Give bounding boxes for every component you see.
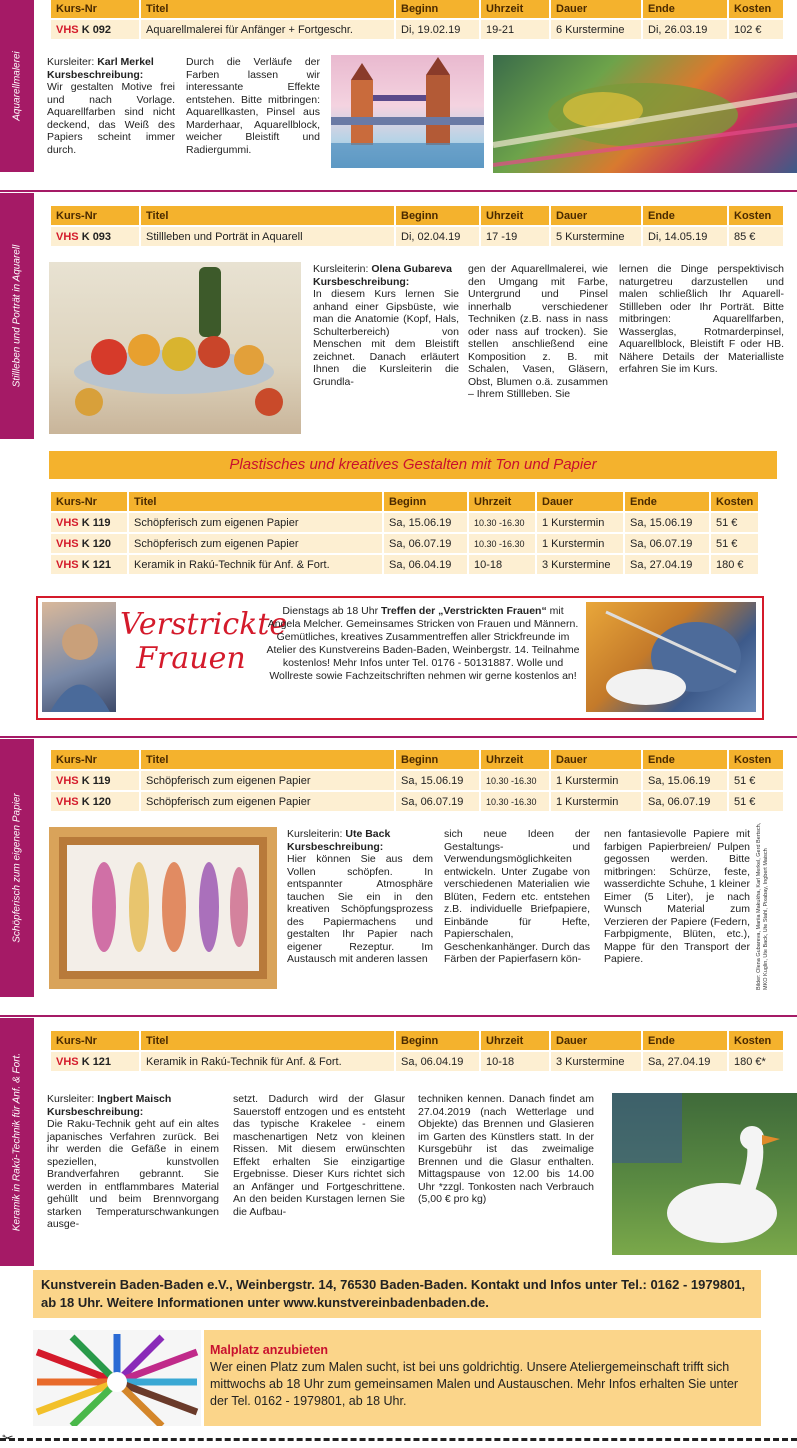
cell-beginn: Sa, 06.04.19 [396, 1052, 479, 1071]
cell-ende: Sa, 27.04.19 [643, 1052, 727, 1071]
still-life-painting [49, 262, 301, 434]
cell-kursnr: VHS K 119 [51, 771, 139, 790]
sidebar-stillleben: Stillleben und Porträt in Aquarell [0, 193, 34, 439]
cell-uhrzeit: 10-18 [481, 1052, 549, 1071]
col-beginn: Beginn [396, 1031, 479, 1050]
table-header [51, 0, 783, 18]
col-kosten: Kosten [729, 206, 783, 225]
col-kursnr: Kurs-Nr [51, 492, 127, 511]
cell-ende: Di, 26.03.19 [643, 20, 727, 39]
table-row [51, 792, 783, 811]
course-table-plastisch [49, 490, 760, 576]
col-kursnr: Kurs-Nr [51, 1031, 139, 1050]
col-kursnr: Kurs-Nr [51, 206, 139, 225]
cell-beginn: Sa, 06.04.19 [384, 555, 467, 574]
cell-kosten: 180 €* [729, 1052, 783, 1071]
logo-line-2: Frauen [136, 641, 246, 676]
cell-kursnr: VHS K 121 [51, 555, 127, 574]
cell-kursnr: VHS K 120 [51, 792, 139, 811]
papier-desc-col3: nen fantasievolle Papiere mit farbigen Papierbreien/ Pulpen gegossen werden. Bitte mitbringen: Schürze, feste, wasserdichte Schuhe, 1 kleiner Eimer (5 Liter), je nach Wunsch Material zum Verzieren der Papiere (Federn, Farbpigmente, Blüten, etc.), Mappe für den Transport der Papiere. [604, 828, 750, 965]
section-separator [0, 736, 797, 738]
k121-desc-col1: Kursleiter: Ingbert Maisch Kursbeschreibung: Die Raku-Technik geht auf ein altes japanisches Verfahren zurück. Bei ihr werden die Gefäße in einem speziellen, kunstvollen Brandverfahren gebrannt. Sie werden in entflammbares Material gehüllt und beim Brennvorgang starken Temperaturschwankungen ausge- [47, 1093, 219, 1230]
cell-titel: Schöpferisch zum eigenen Papier [129, 513, 382, 532]
col-ende: Ende [625, 492, 709, 511]
table-row [51, 555, 758, 574]
cell-kosten: 85 € [729, 227, 783, 246]
paper-frame-photo [49, 827, 277, 989]
table-header [51, 1031, 783, 1050]
col-beginn: Beginn [396, 750, 479, 769]
malplatz-title: Malplatz anzubieten [210, 1343, 329, 1357]
cell-dauer: 1 Kurstermin [537, 513, 623, 532]
col-uhrzeit: Uhrzeit [481, 1031, 549, 1050]
col-uhrzeit: Uhrzeit [469, 492, 535, 511]
verstrickte-frauen-logo [120, 607, 288, 676]
colored-pencils-icon [33, 1330, 201, 1426]
course-table-k093 [49, 204, 785, 248]
section-separator [0, 190, 797, 192]
col-uhrzeit: Uhrzeit [481, 206, 549, 225]
colored-pencils-photo [33, 1330, 201, 1426]
cell-kursnr: VHS K 092 [51, 20, 139, 39]
cell-ende: Sa, 06.07.19 [625, 534, 709, 553]
logo-line-1: Verstrickte [120, 607, 288, 642]
col-titel: Titel [141, 206, 394, 225]
cell-uhrzeit: 10.30 -16.30 [481, 792, 549, 811]
knitting-woman-photo [42, 602, 116, 712]
sidebar-papier: Schöpferisch zum eigenen Papier [0, 739, 34, 997]
cell-kosten: 51 € [711, 513, 758, 532]
col-dauer: Dauer [551, 0, 641, 18]
section-banner-plastisch: Plastisches und kreatives Gestalten mit Ton und Papier [49, 451, 777, 479]
col-kursnr: Kurs-Nr [51, 0, 139, 18]
cell-kursnr: VHS K 093 [51, 227, 139, 246]
col-beginn: Beginn [396, 206, 479, 225]
cell-ende: Sa, 15.06.19 [643, 771, 727, 790]
papier-desc-col1: Kursleiterin: Ute Back Kursbeschreibung: Hier können Sie aus dem Vollen schöpfen. In entspannter Atmosphäre tauchen Sie ein in den kreativen Schöpfungsprozess des Papiermachens und gestalten Ihr Papier nach eigener Rezeptur. Im Austausch mit anderen lassen [287, 828, 433, 965]
yarn-photo [586, 602, 756, 712]
cell-kosten: 51 € [729, 792, 783, 811]
footer-kunstverein: Kunstverein Baden-Baden e.V., Weinbergstr. 14, 76530 Baden-Baden. Kontakt und Infos unter Tel.: 0162 - 1979801, ab 18 Uhr. Weitere Informationen unter www.kunstvereinbadenbaden.de. [33, 1270, 761, 1318]
cell-dauer: 1 Kurstermin [551, 771, 641, 790]
cell-dauer: 1 Kurstermin [551, 792, 641, 811]
cell-beginn: Sa, 15.06.19 [384, 513, 467, 532]
cell-ende: Sa, 15.06.19 [625, 513, 709, 532]
table-row [51, 227, 783, 246]
cell-titel: Keramik in Rakú-Technik für Anf. & Fort. [141, 1052, 394, 1071]
fruit-bowl-icon [49, 262, 301, 434]
sidebar-keramik: Keramik in Rakú-Technik für Anf. & Fort. [0, 1018, 34, 1266]
k092-desc-col1: Kursleiter: Karl Merkel Kursbeschreibung: Wir gestalten Motive frei und nach Vorlage. Aquarellfarben sind nicht deckend, das Weiß des Papiers scheint immer durch. [47, 56, 175, 156]
col-beginn: Beginn [384, 492, 467, 511]
cell-dauer: 6 Kurstermine [551, 20, 641, 39]
cell-titel: Aquarellmalerei für Anfänger + Fortgeschr. [141, 20, 394, 39]
k093-desc-col3: lernen die Dinge perspektivisch naturgetreu darzustellen und malen schließlich Ihr Aquarell-Stillleben oder Ihr Porträt. Bitte mitbringen: Aquarellfarben, Wasserglas, Rotmarderpinsel, Aquarellblock, Bleistift F oder HB. Nähere Details der Materialliste erfahren Sie im Kurs. [619, 263, 784, 375]
k093-desc-col2: gen der Aquarellmalerei, wie den Umgang mit Farbe, Untergrund und Pinsel innerhalb verschiedener Techniken (z.B. nass in nass oder nass auf trocken). Sie stellen anschließend eine Komposition z. B. mit Schalen, Vasen, Gläsern, Obst, Blumen o.ä. zusammen – Ihrem Stillleben. Sie [468, 263, 608, 400]
cell-kursnr: VHS K 120 [51, 534, 127, 553]
table-header [51, 492, 758, 511]
cell-dauer: 1 Kurstermin [537, 534, 623, 553]
tower-bridge-icon [331, 55, 484, 168]
col-beginn: Beginn [396, 0, 479, 18]
verstrickte-frauen-box [36, 596, 764, 720]
cell-beginn: Sa, 15.06.19 [396, 771, 479, 790]
col-kursnr: Kurs-Nr [51, 750, 139, 769]
cell-titel: Schöpferisch zum eigenen Papier [129, 534, 382, 553]
sidebar-aquarellmalerei: Aquarellmalerei [0, 0, 34, 172]
malplatz-text: Wer einen Platz zum Malen sucht, ist bei uns goldrichtig. Unsere Ateliergemeinschaft trifft sich mittwochs ab 18 Uhr zum gemeinsamen Malen und Austauschen. Mehr Infos erhalten Sie unter der Tel. 0162 - 1979801, ab 18 Uhr. [210, 1360, 739, 1408]
col-titel: Titel [141, 750, 394, 769]
table-row [51, 20, 783, 39]
cut-line [0, 1438, 797, 1441]
course-table-k092 [49, 0, 785, 41]
person-icon [42, 602, 116, 712]
course-table-k121 [49, 1029, 785, 1073]
cell-ende: Di, 14.05.19 [643, 227, 727, 246]
col-titel: Titel [129, 492, 382, 511]
col-dauer: Dauer [537, 492, 623, 511]
table-header [51, 750, 783, 769]
cell-titel: Schöpferisch zum eigenen Papier [141, 792, 394, 811]
col-ende: Ende [643, 1031, 727, 1050]
cell-uhrzeit: 17 -19 [481, 227, 549, 246]
cell-ende: Sa, 06.07.19 [643, 792, 727, 811]
col-uhrzeit: Uhrzeit [481, 0, 549, 18]
cell-dauer: 3 Kurstermine [551, 1052, 641, 1071]
cell-dauer: 3 Kurstermine [537, 555, 623, 574]
col-kosten: Kosten [729, 1031, 783, 1050]
col-ende: Ende [643, 0, 727, 18]
k093-desc-col1: Kursleiterin: Olena Gubareva Kursbeschreibung: In diesem Kurs lernen Sie anhand einer Gipsbüste, wie man die Anatomie (Kopf, Hals, Schulterbereich) von Menschen mit dem Bleistift zeichnet. Danach erläutert Ihnen die Kursleiterin die Grundla- [313, 263, 459, 388]
cell-uhrzeit: 10.30 -16.30 [481, 771, 549, 790]
cell-kursnr: VHS K 119 [51, 513, 127, 532]
col-dauer: Dauer [551, 750, 641, 769]
cell-titel: Schöpferisch zum eigenen Papier [141, 771, 394, 790]
cell-uhrzeit: 10.30 -16.30 [469, 513, 535, 532]
table-row [51, 534, 758, 553]
col-dauer: Dauer [551, 1031, 641, 1050]
table-row [51, 513, 758, 532]
abstract-shape-icon [493, 55, 797, 173]
cell-kosten: 51 € [711, 534, 758, 553]
cell-titel: Stillleben und Porträt in Aquarell [141, 227, 394, 246]
cell-kursnr: VHS K 121 [51, 1052, 139, 1071]
goose-icon [612, 1093, 797, 1255]
col-dauer: Dauer [551, 206, 641, 225]
ceramic-goose-photo [612, 1093, 797, 1255]
table-row [51, 771, 783, 790]
cell-kosten: 102 € [729, 20, 783, 39]
cell-beginn: Sa, 06.07.19 [384, 534, 467, 553]
col-kosten: Kosten [711, 492, 758, 511]
yarn-ball-icon [586, 602, 756, 712]
col-kosten: Kosten [729, 750, 783, 769]
k121-desc-col2: setzt. Dadurch wird der Glasur Sauerstoff entzogen und es entsteht das typische Krakelee - einem maschenartigen Netz von kleinen Rissen. Mit diesem erwünschten Effekt erhalten Sie einzigartige Ergebnisse. Dieser Kurs richtet sich an Anfänger und Fortgeschrittene. An den beiden Kurstagen lernen Sie die Aufbau- [233, 1093, 405, 1218]
photo-credits: Bilder: Olena Gubareva, Mariia Makukha, Karl Merkel, Gerd Bertsch, MKO Kuglin, Ute Back, Ute Stahl, Pixabay, Ingbert Maisch [756, 822, 769, 990]
table-row [51, 1052, 783, 1071]
cell-dauer: 5 Kurstermine [551, 227, 641, 246]
cell-beginn: Sa, 06.07.19 [396, 792, 479, 811]
verstrickte-frauen-text: Dienstags ab 18 Uhr Treffen der „Verstrickten Frauen“ mit Angela Melcher. Gemeinsames Stricken von Frauen und Männern. Gemütliches, kreatives Zusammentreffen aller Strickfreunde im Atelier des Kunstvereins Baden-Baden, Weinbergstr. 14. Teilnahme kostenlos! Mehr Infos unter Tel. 0176 - 50131887. Wolle und Wollreste sowie Fachzeitschriften nehmen wir gerne kostenlos an! [266, 605, 580, 682]
col-kosten: Kosten [729, 0, 783, 18]
abstract-aquarelle-painting [493, 55, 797, 173]
course-table-papier [49, 748, 785, 813]
section-separator [0, 1015, 797, 1017]
cell-kosten: 51 € [729, 771, 783, 790]
paper-frame-icon [49, 827, 277, 989]
k092-desc-col2: Durch die Verläufe der Farben lassen wir interessante Effekte entstehen. Bitte mitbringen: Aquarellkasten, Pinsel aus Marderhaar, Aquarellblock, weicher Bleistift und Radiergummi. [186, 56, 320, 156]
col-uhrzeit: Uhrzeit [481, 750, 549, 769]
cell-beginn: Di, 02.04.19 [396, 227, 479, 246]
cell-kosten: 180 € [711, 555, 758, 574]
col-ende: Ende [643, 206, 727, 225]
cell-beginn: Di, 19.02.19 [396, 20, 479, 39]
col-ende: Ende [643, 750, 727, 769]
col-titel: Titel [141, 1031, 394, 1050]
cell-uhrzeit: 10-18 [469, 555, 535, 574]
cell-uhrzeit: 19-21 [481, 20, 549, 39]
malplatz-box [204, 1330, 761, 1426]
scissors-icon: ✂ [2, 1430, 14, 1446]
col-titel: Titel [141, 0, 394, 18]
cell-ende: Sa, 27.04.19 [625, 555, 709, 574]
tower-bridge-painting [331, 55, 484, 168]
cell-uhrzeit: 10.30 -16.30 [469, 534, 535, 553]
cell-titel: Keramik in Rakú-Technik für Anf. & Fort. [129, 555, 382, 574]
table-header [51, 206, 783, 225]
papier-desc-col2: sich neue Ideen der Gestaltungs- und Verwendungsmöglichkeiten entwickeln. Unter Zugabe von verschiedenen Materialien wie Blüten, Federn etc. entstehen z.B. individuelle Briefpapiere, Einbände für Hefte, Papierschalen, Geschenkanhänger. Durch das Färben der Papierfasern kön- [444, 828, 590, 965]
k121-desc-col3: techniken kennen. Danach findet am 27.04.2019 (nach Wetterlage und Objekte) das Brennen und Glasieren im Garten des Künstlers statt. In der Kursgebühr ist das zweimalige Brennen und die Glasur enthalten. Mittagspause von 12.00 bis 14.00 Uhr *zzgl. Tonkosten nach Verbrauch (5,00 € pro kg) [418, 1093, 594, 1205]
